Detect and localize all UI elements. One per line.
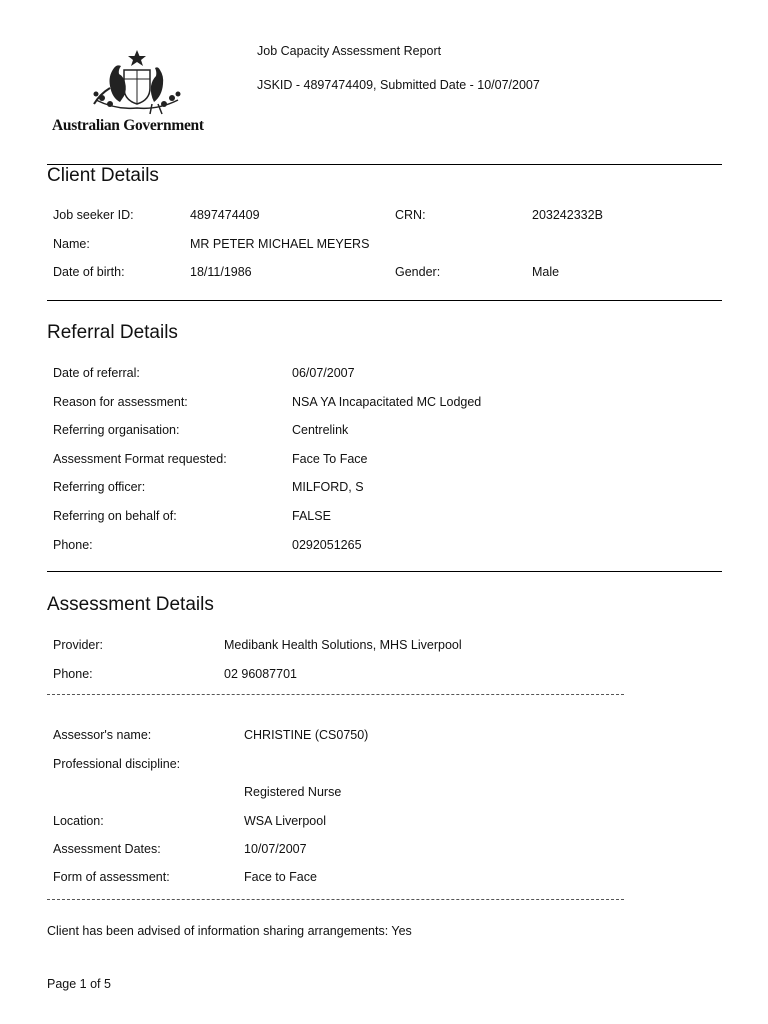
assessment-row-provider: [0, 638, 768, 658]
referral-label: Date of referral:: [53, 366, 140, 380]
referral-value: MILFORD, S: [292, 480, 364, 494]
info-sharing-note: Client has been advised of information sharing arrangements: Yes: [47, 924, 412, 938]
referral-row: [0, 509, 768, 529]
referral-label: Referring organisation:: [53, 423, 180, 437]
provider-label: Provider:: [53, 638, 104, 652]
referral-value: 0292051265: [292, 538, 362, 552]
discipline-label: Professional discipline:: [53, 757, 181, 771]
provider-value: Medibank Health Solutions, MHS Liverpool: [224, 638, 462, 652]
form-value: Face to Face: [244, 870, 317, 884]
referral-value: NSA YA Incapacitated MC Lodged: [292, 395, 482, 409]
referral-row: [0, 366, 768, 386]
location-label: Location:: [53, 814, 104, 828]
page-number: Page 1 of 5: [47, 977, 111, 991]
referral-value: 06/07/2007: [292, 366, 355, 380]
report-title: Job Capacity Assessment Report: [257, 44, 442, 58]
referral-value: Centrelink: [292, 423, 349, 437]
client-row-name: [0, 237, 768, 257]
referral-details-title: Referral Details: [47, 322, 178, 343]
provider-phone-label: Phone:: [53, 667, 93, 681]
client-row-id: [0, 208, 768, 228]
assessment-row-discipline-value: [0, 785, 768, 805]
form-label: Form of assessment:: [53, 870, 170, 884]
divider: [47, 571, 722, 572]
assessment-details-title: Assessment Details: [47, 594, 214, 615]
name-label: Name:: [53, 237, 90, 251]
gender-value: Male: [532, 265, 560, 279]
client-row-dob: [0, 265, 768, 285]
referral-value: Face To Face: [292, 452, 368, 466]
report-meta: JSKID - 4897474409, Submitted Date - 10/07/2007: [257, 78, 540, 92]
assessor-value: CHRISTINE (CS0750): [244, 728, 369, 742]
location-value: WSA Liverpool: [244, 814, 326, 828]
divider: [47, 300, 722, 301]
referral-row: [0, 423, 768, 443]
assessment-row-form: [0, 870, 768, 890]
referral-label: Assessment Format requested:: [53, 452, 227, 466]
assessment-row-phone: [0, 667, 768, 687]
dob-label: Date of birth:: [53, 265, 125, 279]
referral-label: Reason for assessment:: [53, 395, 188, 409]
dates-label: Assessment Dates:: [53, 842, 161, 856]
referral-row: [0, 395, 768, 415]
job-seeker-label: Job seeker ID:: [53, 208, 134, 222]
dashed-divider: [47, 694, 624, 695]
dashed-divider: [47, 899, 624, 900]
government-wordmark: Australian Government: [52, 117, 204, 134]
referral-label: Phone:: [53, 538, 93, 552]
referral-label: Referring officer:: [53, 480, 146, 494]
name-value: MR PETER MICHAEL MEYERS: [190, 237, 370, 251]
discipline-value: Registered Nurse: [244, 785, 342, 799]
provider-phone-value: 02 96087701: [224, 667, 297, 681]
dob-value: 18/11/1986: [190, 265, 252, 279]
job-seeker-value: 4897474409: [190, 208, 260, 222]
crn-label: CRN:: [395, 208, 426, 222]
referral-value: FALSE: [292, 509, 331, 523]
client-details-title: Client Details: [47, 165, 159, 186]
crn-value: 203242332B: [532, 208, 603, 222]
assessment-row-dates: [0, 842, 768, 862]
dates-value: 10/07/2007: [244, 842, 307, 856]
gender-label: Gender:: [395, 265, 441, 279]
referral-row: [0, 480, 768, 500]
assessment-row-discipline: [0, 757, 768, 777]
referral-row: [0, 538, 768, 558]
referral-label: Referring on behalf of:: [53, 509, 177, 523]
assessment-row-location: [0, 814, 768, 834]
assessor-label: Assessor's name:: [53, 728, 152, 742]
referral-row: [0, 452, 768, 472]
assessment-row-assessor: [0, 728, 768, 748]
